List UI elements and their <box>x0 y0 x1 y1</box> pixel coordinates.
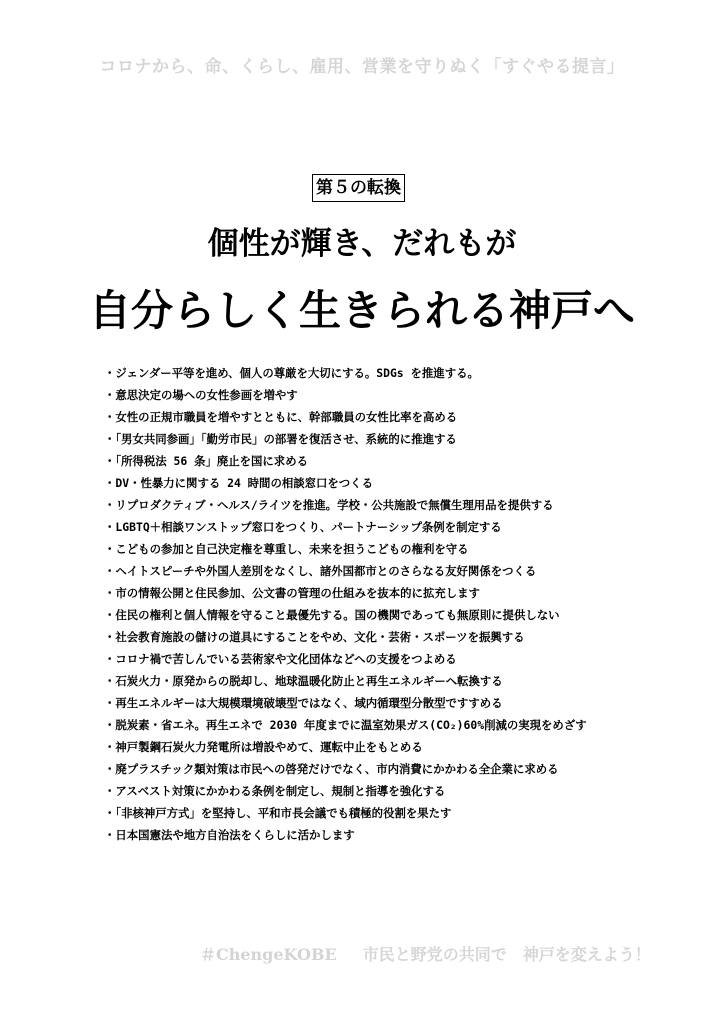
title-line-2: 自分らしく生きられる神戸へ <box>88 286 635 335</box>
policy-item: ・社会教育施設の儲けの道具にすることをやめ、文化・芸術・スポーツを振興する <box>104 630 525 644</box>
policy-item: ・石炭火力・原発からの脱却し、地球温暖化防止と再生エネルギーへ転換する <box>104 674 503 688</box>
policy-item: ・「非核神戸方式」を堅持し、平和市長会議でも積極的役割を果たす <box>104 806 452 820</box>
footer-hashtag: ＃ChengeKOBE <box>200 945 337 964</box>
policy-item: ・住民の権利と個人情報を守ること最優先する。国の機関であっても無原則に提供しない <box>104 608 560 622</box>
document-header: コロナから、命、くらし、雇用、営業を守りぬく「すぐやる提言」 <box>99 57 625 77</box>
policy-list <box>104 362 664 846</box>
policy-item: ・意思決定の場への女性参画を増やす <box>104 388 298 402</box>
policy-item: ・ヘイトスピーチや外国人差別をなくし、諸外国都市とのさらなる友好関係をつくる <box>104 564 537 578</box>
title-line-1: 個性が輝き、だれもが <box>207 226 517 262</box>
policy-item: ・廃プラスチック類対策は市民への啓発だけでなく、市内消費にかかわる全企業に求める <box>104 762 559 776</box>
policy-item: ・こどもの参加と自己決定権を尊重し、未来を担うこどもの権利を守る <box>104 542 469 556</box>
policy-item: ・神戸製鋼石炭火力発電所は増設やめて、運転中止をもとめる <box>104 740 423 754</box>
policy-item: ・女性の正規市職員を増やすとともに、幹部職員の女性比率を高める <box>104 410 458 424</box>
policy-item: ・「男女共同参画」「勤労市民」の部署を復活させ、系統的に推進する <box>104 432 457 446</box>
policy-item: ・日本国憲法や地方自治法をくらしに活かします <box>104 828 355 842</box>
policy-item: ・リプロダクティブ・ヘルス/ライツを推進。学校・公共施設で無償生理用品を提供する <box>104 498 554 512</box>
policy-item: ・市の情報公開と住民参加、公文書の管理の仕組みを抜本的に拡充します <box>104 586 480 600</box>
policy-item: ・脱炭素・省エネ。再生エネで 2030 年度までに温室効果ガス(CO₂)60%削減の実現をめざす <box>104 718 587 732</box>
policy-item: ・「所得税法 56 条」廃止を国に求める <box>104 454 308 468</box>
policy-item: ・アスベスト対策にかかわる条例を制定し、規制と指導を強化する <box>104 784 446 798</box>
policy-item: ・LGBTQ＋相談ワンストップ窓口をつくり、パートナーシップ条例を制定する <box>104 520 502 534</box>
document-footer <box>200 942 660 965</box>
section-badge: 第５の転換 <box>312 174 405 202</box>
policy-item: ・再生エネルギーは大規模環境破壊型ではなく、域内循環型分散型ですすめる <box>104 696 503 710</box>
policy-item: ・コロナ禍で苦しんでいる芸術家や文化団体などへの支援をつよめる <box>104 652 457 666</box>
policy-item: ・ジェンダー平等を進め、個人の尊厳を大切にする。SDGs を推進する。 <box>104 366 479 380</box>
footer-slogan: 市民と野党の共同で 神戸を変えよう！ <box>362 945 651 964</box>
policy-item: ・DV・性暴力に関する 24 時間の相談窓口をつくる <box>104 476 373 490</box>
